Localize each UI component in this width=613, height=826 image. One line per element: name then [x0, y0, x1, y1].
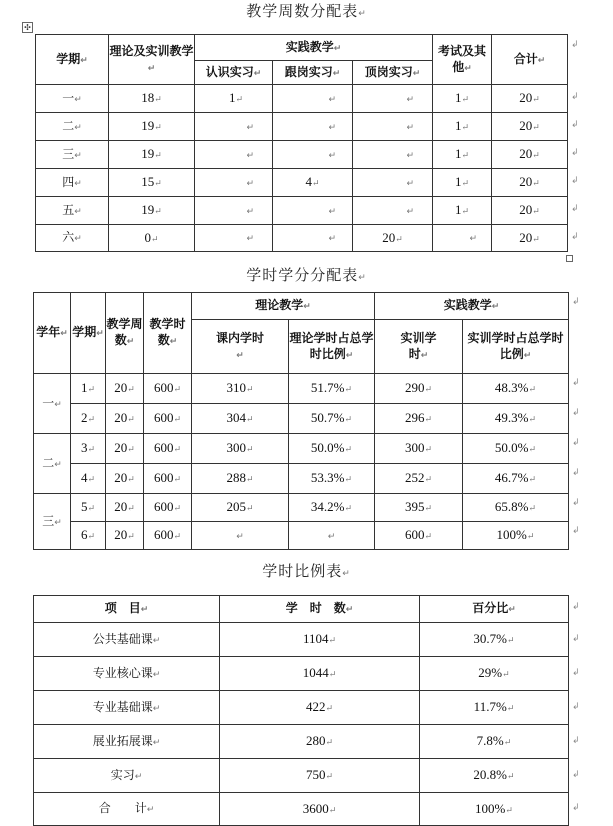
row-end-mark: ↲	[572, 736, 580, 746]
table-row: 2↵ 20↵ 600↵ 304↵ 50.7%↵ 296↵ 49.3%↵	[34, 404, 569, 434]
header-total: 合计↵	[492, 35, 568, 85]
table2-title: 学时学分分配表↵	[246, 266, 367, 284]
header-practice-teaching: 实践教学↵	[375, 293, 569, 320]
header-percentage: 百分比↵	[420, 596, 569, 623]
header-theory-ratio: 理论学时占总学时比例↵	[289, 320, 375, 374]
header-follow-internship: 跟岗实习↵	[273, 61, 353, 85]
table-move-handle-icon[interactable]: ✣	[22, 22, 33, 33]
header-hours: 学 时 数↵	[220, 596, 420, 623]
row-end-mark: ↲	[572, 668, 580, 678]
row-end-mark: ↲	[571, 120, 579, 130]
row-end-mark: ↲	[571, 148, 579, 158]
table-row: 四↵ 15↵ ↵ 4↵ ↵ 1↵ 20↵	[36, 169, 568, 197]
row-end-mark: ↲	[571, 176, 579, 186]
row-end-mark: ↲	[571, 92, 579, 102]
table1-title: 教学周数分配表↵	[246, 2, 367, 20]
header-top-internship: 顶岗实习↵	[353, 61, 433, 85]
header-training-ratio: 实训学时占总学时比例↵	[463, 320, 569, 374]
header-practice: 实践教学↵	[195, 35, 433, 61]
row-end-mark: ↲	[572, 526, 580, 536]
table-row: 二↵ 19↵ ↵ ↵ ↵ 1↵ 20↵	[36, 113, 568, 141]
table-row: 五↵ 19↵ ↵ ↵ ↵ 1↵ 20↵	[36, 197, 568, 225]
table-row: 二↵ 3↵ 20↵ 600↵ 300↵ 50.0%↵ 300↵ 50.0%↵	[34, 434, 569, 464]
header-class-hours: 课内学时↵	[192, 320, 289, 374]
table-row: 4↵ 20↵ 600↵ 288↵ 53.3%↵ 252↵ 46.7%↵	[34, 464, 569, 494]
header-term: 学期↵	[36, 35, 109, 85]
row-end-mark: ↲	[572, 602, 580, 612]
header-exam-other: 考试及其他↵	[433, 35, 492, 85]
header-year: 学年↵	[34, 293, 71, 374]
table-row: 三↵ 19↵ ↵ ↵ ↵ 1↵ 20↵	[36, 141, 568, 169]
header-item: 项 目↵	[34, 596, 220, 623]
row-end-mark: ↲	[572, 468, 580, 478]
header-training-hours: 实训学时↵	[375, 320, 463, 374]
header-teaching-weeks: 教学周数↵	[106, 293, 144, 374]
row-end-mark: ↲	[572, 408, 580, 418]
table-row: 实习↵ 750↵ 20.8%↵	[34, 759, 569, 793]
row-end-mark: ↲	[572, 498, 580, 508]
table-row: 专业核心课↵ 1044↵ 29%↵	[34, 657, 569, 691]
table-row: 六↵ 0↵ ↵ ↵ 20↵ ↵ 20↵	[36, 225, 568, 252]
header-term: 学期↵	[71, 293, 106, 374]
table-row: 专业基础课↵ 422↵ 11.7%↵	[34, 691, 569, 725]
table-row: 三↵ 5↵ 20↵ 600↵ 205↵ 34.2%↵ 395↵ 65.8%↵	[34, 494, 569, 522]
header-teaching-hours: 教学时数↵	[144, 293, 192, 374]
row-end-mark: ↲	[571, 232, 579, 242]
weeks-allocation-table	[35, 34, 568, 252]
row-end-mark: ↲	[572, 803, 580, 813]
row-end-mark: ↲	[572, 378, 580, 388]
table3-title: 学时比例表↵	[262, 562, 351, 580]
header-theory-training: 理论及实训教学↵	[109, 35, 195, 85]
header-cognition-internship: 认识实习↵	[195, 61, 273, 85]
row-end-mark: ↲	[572, 438, 580, 448]
row-end-mark: ↲	[572, 702, 580, 712]
row-end-mark: ↲	[572, 770, 580, 780]
table-resize-handle-icon[interactable]	[566, 255, 573, 262]
hours-ratio-table	[33, 595, 569, 826]
table-row: 一↵ 18↵ 1↵ ↵ ↵ 1↵ 20↵	[36, 85, 568, 113]
table-row: 一↵ 1↵ 20↵ 600↵ 310↵ 51.7%↵ 290↵ 48.3%↵	[34, 374, 569, 404]
header-theory-teaching: 理论教学↵	[192, 293, 375, 320]
table-row: 6↵ 20↵ 600↵ ↵ ↵ 600↵ 100%↵	[34, 522, 569, 550]
table-row: 合 计↵ 3600↵ 100%↵	[34, 793, 569, 826]
row-end-mark: ↲	[571, 204, 579, 214]
row-end-mark: ↲	[571, 40, 579, 50]
hours-credits-table	[33, 292, 569, 550]
table-row: 展业拓展课↵ 280↵ 7.8%↵	[34, 725, 569, 759]
row-end-mark: ↲	[572, 634, 580, 644]
row-end-mark: ↲	[572, 297, 580, 307]
table-row: 公共基础课↵ 1104↵ 30.7%↵	[34, 623, 569, 657]
